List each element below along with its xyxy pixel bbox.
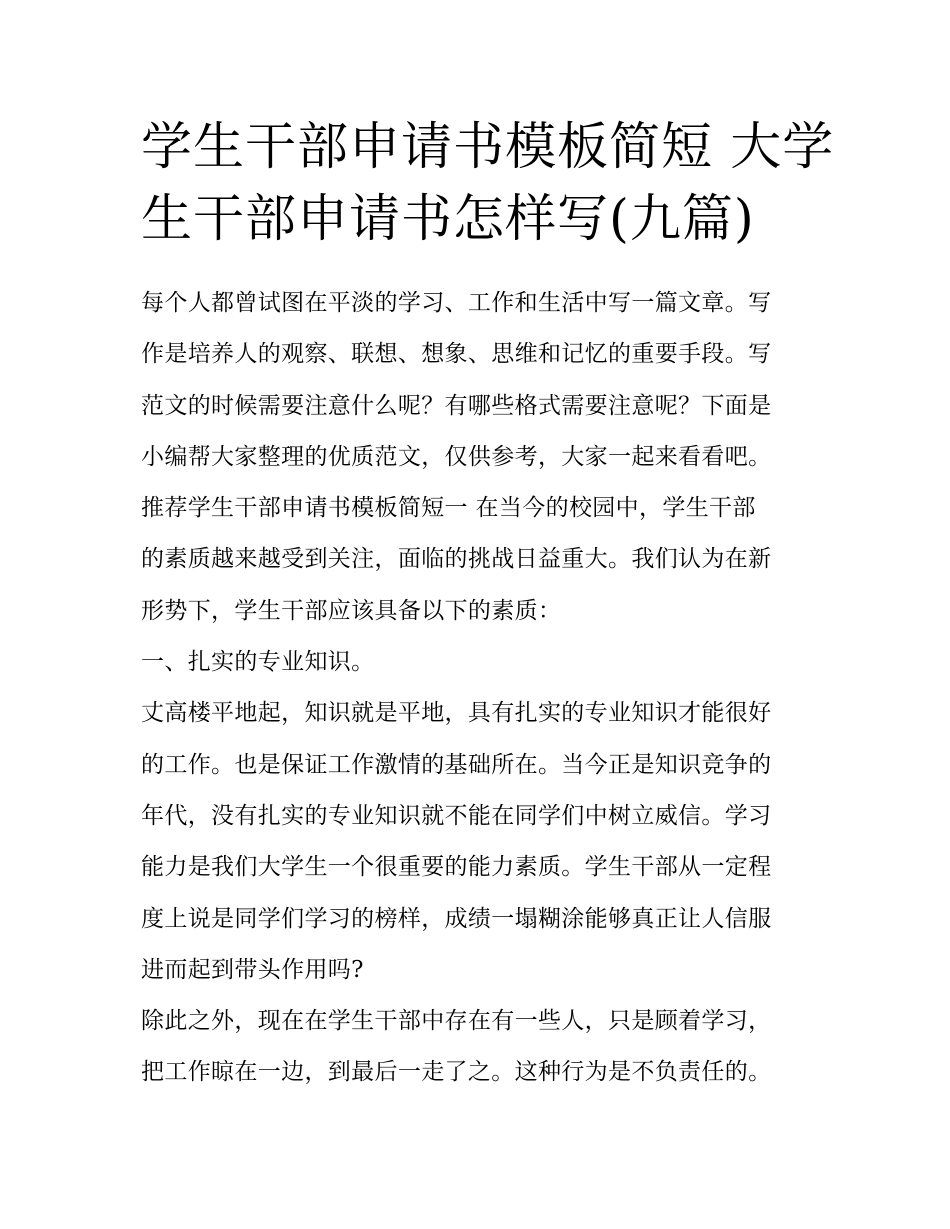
body-line: 作是培养人的观察、联想、想象、思维和记忆的重要手段。写 [141,341,772,368]
body-line: 进而起到带头作用吗? [141,956,364,983]
body-line: 范文的时候需要注意什么呢？有哪些格式需要注意呢？下面是 [141,392,772,419]
document-body [141,278,821,1099]
body-line: 小编帮大家整理的优质范文，仅供参考，大家一起来看看吧。 [141,443,772,470]
body-line: 度上说是同学们学习的榜样，成绩一塌糊涂能够真正让人信服 [141,905,772,932]
body-line: 能力是我们大学生一个很重要的能力素质。学生干部从一定程 [141,854,772,881]
section-heading: 一、扎实的专业知识。 [141,649,375,676]
body-line: 每个人都曾试图在平淡的学习、工作和生活中写一篇文章。写 [141,290,772,316]
body-line: 形势下，学生干部应该具备以下的素质： [141,597,562,624]
title-line-1: 学生干部申请书模板简短 大学 [141,118,835,177]
body-line: 推荐学生干部申请书模板简短一 在当今的校园中，学生干部 [141,495,756,522]
title-line-2: 生干部申请书怎样写(九篇) [141,190,755,249]
body-line: 的工作。也是保证工作激情的基础所在。当今正是知识竞争的 [141,751,772,778]
body-line: 年代，没有扎实的专业知识就不能在同学们中树立威信。学习 [141,802,772,829]
body-line: 的素质越来越受到关注，面临的挑战日益重大。我们认为在新 [141,546,772,573]
body-line: 丈高楼平地起，知识就是平地，具有扎实的专业知识才能很好 [141,700,772,727]
document-title [141,112,835,256]
body-line: 除此之外，现在在学生干部中存在有一些人，只是顾着学习， [141,1008,772,1035]
body-line: 把工作晾在一边，到最后一走了之。这种行为是不负责任的。 [141,1059,772,1086]
